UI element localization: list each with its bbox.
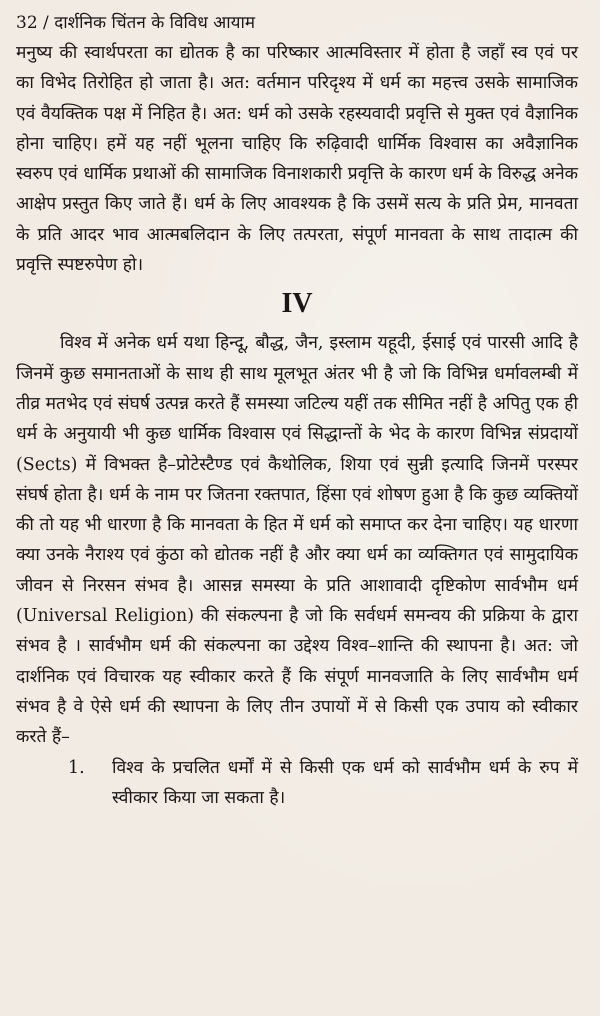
- running-head-separator: /: [43, 13, 49, 33]
- list-item: [16, 753, 578, 814]
- list-item-number: 1.: [68, 757, 85, 778]
- numbered-list: [16, 753, 578, 814]
- book-title: दार्शनिक चिंतन के विविध आयाम: [54, 13, 256, 33]
- page-number: 32: [16, 13, 38, 33]
- list-item-text: विश्व के प्रचलित धर्मों में से किसी एक धर्म को सार्वभौम धर्म के रुप में स्वीकार किया जा सकता है।: [112, 757, 578, 808]
- paragraph-section-iv: विश्व में अनेक धर्म यथा हिन्दू, बौद्ध, जैन, इस्लाम यहूदी, ईसाई एवं पारसी आदि है जिनमें कुछ समानताओं के साथ ही साथ मूलभूत अंतर भी है जो कि विभिन्न धर्मावलम्बी में तीव्र मतभेद एवं संघर्ष उत्पन्न करते हैं समस्या जटिल्य यहीं तक सीमित नहीं है अपितु एक ही धर्म के अनुयायी भी कुछ धार्मिक विश्वास एवं सिद्धान्तों के भेद के कारण विभिन्न संप्रदायों (Sects) में विभक्त है–प्रोटेस्टैण्ड एवं कैथोलिक, शिया एवं सुन्नी इत्यादि जिनमें परस्पर संघर्ष होता है। धर्म के नाम पर जितना रक्तपात, हिंसा एवं शोषण हुआ है कि कुछ व्यक्तियों की तो यह भी धारणा है कि मानवता के हित में धर्म को समाप्त कर देना चाहिए। यह धारणा क्या उनके नैराश्य एवं कुंठा को द्योतक नहीं है और क्या धर्म का व्यक्तिगत एवं सामुदायिक जीवन से निरसन संभव है। आसन्न समस्या के प्रति आशावादी दृष्टिकोण सार्वभौम धर्म (Universal Religion) की संकल्पना है जो कि सर्वधर्म समन्वय की प्रक्रिया के द्वारा संभव है । सार्वभौम धर्म की संकल्पना का उद्देश्य विश्व–शान्ति की स्थापना है। अत: जो दार्शनिक एवं विचारक यह स्वीकार करते हैं कि संपूर्ण मानवजाति के लिए सार्वभौम धर्म संभव है वे ऐसे धर्म की स्थापना के लिए तीन उपायों में से किसी एक उपाय को स्वीकार करते हैं–: [16, 333, 578, 748]
- section-heading: IV: [281, 288, 313, 320]
- running-head: [16, 8, 578, 38]
- paragraph-continued: मनुष्य की स्वार्थपरता का द्योतक है का परिष्कार आत्मविस्तार में होता है जहाँ स्व एवं पर का विभेद तिरोहित हो जाता है। अत: वर्तमान परिदृश्य में धर्म का महत्त्व उसके सामाजिक एवं वैयक्तिक पक्ष में निहित है। अत: धर्म को उसके रहस्यवादी प्रवृत्ति से मुक्त एवं वैज्ञानिक होना चाहिए। हमें यह नहीं भूलना चाहिए कि रुढ़िवादी धार्मिक विश्वास का अवैज्ञानिक स्वरुप एवं धार्मिक प्रथाओं की सामाजिक विनाशकारी प्रवृत्ति के कारण धर्म के विरुद्ध अनेक आक्षेप प्रस्तुत किए जाते हैं। धर्म के लिए आवश्यक है कि उसमें सत्य के प्रति प्रेम, मानवता के प्रति आदर भाव आत्मबलिदान के लिए तत्परता, संपूर्ण मानवता के साथ तादात्म की प्रवृत्ति स्पष्टरुपेण हो।: [16, 43, 578, 276]
